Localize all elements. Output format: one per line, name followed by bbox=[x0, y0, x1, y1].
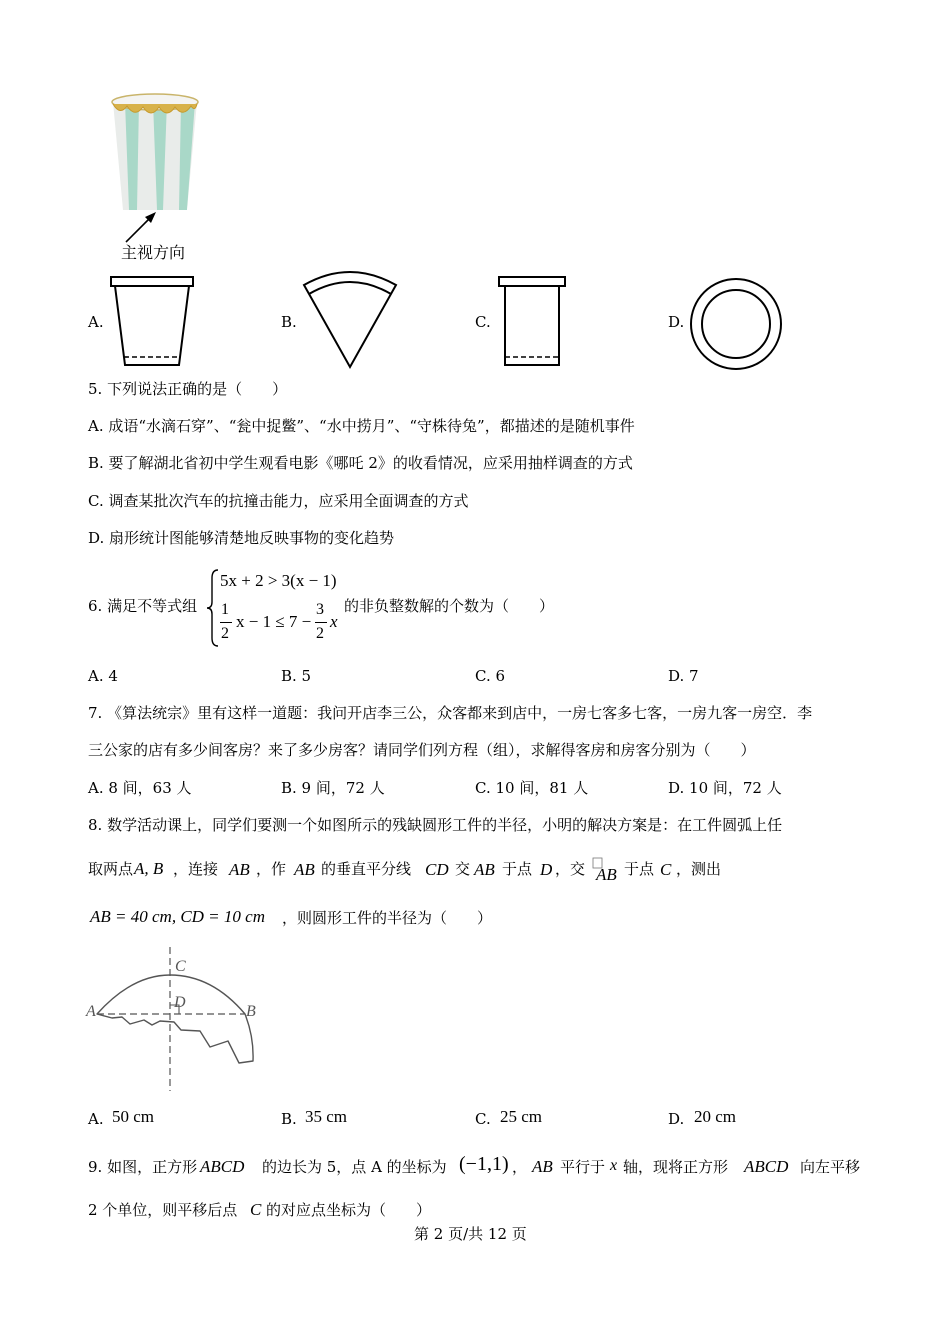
q9-l1-c: ， bbox=[512, 1158, 528, 1176]
q8-l2-c: ，作 bbox=[256, 860, 287, 878]
q4-option-c-label: C. bbox=[475, 313, 491, 331]
q8-broken-circle-figure bbox=[82, 945, 272, 1095]
q6-frac2-num: 3 bbox=[316, 601, 324, 618]
q6-suffix: 的非负整数解的个数为（ ） bbox=[344, 597, 555, 615]
q4-option-b-label: B. bbox=[281, 313, 297, 331]
q4-option-c-figure bbox=[495, 272, 570, 372]
q8-line1: 8. 数学活动课上，同学们要测一个如图所示的残缺圆形工件的半径，小明的解决方案是：在工件圆弧上任 bbox=[88, 816, 783, 834]
q8-l2-g: ，交 bbox=[555, 860, 586, 878]
q6-option-b: B. 5 bbox=[281, 667, 312, 685]
q9-l1-f: 向左平移 bbox=[800, 1158, 861, 1176]
q6-ineq2-end: x bbox=[330, 612, 338, 631]
fig-label-c: C bbox=[175, 958, 186, 975]
q4-option-d-label: D. bbox=[668, 313, 685, 331]
q4-option-d-figure bbox=[688, 276, 784, 372]
q5-option-a: A. 成语“水滴石穿”、“瓮中捉鳖”、“水中捞月”、“守株待兔”，都描述的是随机事件 bbox=[88, 417, 635, 435]
q8-option-a-letter: A. bbox=[88, 1110, 104, 1128]
q7-option-b: B. 9 间，72 人 bbox=[281, 779, 385, 797]
q8-l2-point-c: C bbox=[660, 860, 672, 879]
q5-option-d: D. 扇形统计图能够清楚地反映事物的变化趋势 bbox=[88, 529, 395, 547]
q8-option-b-letter: B. bbox=[281, 1110, 297, 1128]
q8-l2-e: 交 bbox=[455, 860, 471, 878]
q7-line2: 三公家的店有多少间客房？来了多少房客？请同学们列方程（组），求解得客房和房客分别为（ ） bbox=[88, 741, 756, 759]
q8-l2-seg3: AB bbox=[474, 860, 495, 879]
q8-l2-points: A, B bbox=[134, 859, 164, 878]
q6-frac2-den: 2 bbox=[316, 625, 324, 642]
q8-l2-cd: CD bbox=[425, 860, 449, 879]
q7-line1: 7. 《算法统宗》里有这样一道题：我问开店李三公，众客都来到店中，一房七客多七客，一房九客一房空．李 bbox=[88, 704, 813, 722]
q6-prefix: 6. 满足不等式组 bbox=[88, 597, 198, 615]
q9-square-2: ABCD bbox=[744, 1157, 789, 1176]
q7-option-a: A. 8 间，63 人 bbox=[88, 779, 192, 797]
q4-option-b-figure bbox=[300, 265, 400, 375]
q8-option-b-value: 35 cm bbox=[305, 1107, 348, 1126]
q6-ineq1: 5x + 2 > 3(x − 1) bbox=[220, 571, 337, 590]
q8-l2-b: ，连接 bbox=[173, 860, 219, 878]
q6-frac2-bar bbox=[315, 622, 327, 623]
q8-l2-point-d: D bbox=[540, 860, 553, 879]
q5-option-b: B. 要了解湖北省初中学生观看电影《哪吒 2》的收看情况，应采用抽样调查的方式 bbox=[88, 454, 633, 472]
q4-option-a-label: A. bbox=[88, 313, 104, 331]
q8-line3-text: ，则圆形工件的半径为（ ） bbox=[282, 909, 493, 927]
q9-segment-ab: AB bbox=[532, 1157, 553, 1176]
q5-option-c: C. 调查某批次汽车的抗撞击能力，应采用全面调查的方式 bbox=[88, 492, 469, 510]
q9-point-c: C bbox=[250, 1200, 262, 1219]
q6-option-a: A. 4 bbox=[88, 667, 118, 685]
q8-l2-seg2: AB bbox=[294, 860, 315, 879]
q9-coordinate: (−1,1) bbox=[459, 1153, 509, 1175]
q9-l2-b: 的对应点坐标为（ ） bbox=[266, 1201, 432, 1219]
fig-label-d: D bbox=[174, 994, 186, 1011]
q8-option-c-letter: C. bbox=[475, 1110, 491, 1128]
q8-l2-a: 取两点 bbox=[88, 860, 134, 878]
q6-option-c: C. 6 bbox=[475, 667, 506, 685]
q9-l1-d: 平行于 bbox=[560, 1158, 606, 1176]
cup-photo bbox=[105, 92, 205, 217]
q9-l2-a: 2 个单位，则平移后点 bbox=[88, 1201, 238, 1219]
q6-option-d: D. 7 bbox=[668, 667, 699, 685]
q8-l2-h: 于点 bbox=[624, 860, 655, 878]
q9-l1-a: 9. 如图，正方形 bbox=[88, 1158, 198, 1176]
q8-option-c-value: 25 cm bbox=[500, 1107, 543, 1126]
q8-option-d-value: 20 cm bbox=[694, 1107, 737, 1126]
q7-option-c: C. 10 间，81 人 bbox=[475, 779, 589, 797]
q9-square-1: ABCD bbox=[200, 1157, 245, 1176]
q8-option-a-value: 50 cm bbox=[112, 1107, 155, 1126]
fig-label-b: B bbox=[246, 1003, 256, 1020]
fig-label-a: A bbox=[86, 1003, 96, 1020]
view-direction-arrow-icon bbox=[120, 208, 165, 248]
q8-l2-d: 的垂直平分线 bbox=[321, 860, 412, 878]
q5-stem: 5. 下列说法正确的是（ ） bbox=[88, 380, 288, 398]
q8-option-d-letter: D. bbox=[668, 1110, 685, 1128]
q8-l2-f: 于点 bbox=[502, 860, 533, 878]
q9-l1-b: 的边长为 5，点 A 的坐标为 bbox=[262, 1158, 447, 1176]
q6-frac1-num: 1 bbox=[221, 601, 229, 618]
cup-caption: 主视方向 bbox=[121, 243, 186, 262]
q8-l2-arc: AB bbox=[596, 865, 617, 884]
q9-x-axis: x bbox=[610, 1157, 618, 1174]
q6-brace bbox=[206, 568, 220, 648]
q8-given-values: AB = 40 cm, CD = 10 cm bbox=[90, 907, 265, 926]
q6-frac1-bar bbox=[220, 622, 232, 623]
q4-option-a-figure bbox=[105, 272, 200, 372]
q7-option-d: D. 10 间，72 人 bbox=[668, 779, 782, 797]
q8-l2-seg1: AB bbox=[229, 860, 250, 879]
q6-ineq2-mid: x − 1 ≤ 7 − bbox=[236, 612, 312, 631]
q6-frac1-den: 2 bbox=[221, 625, 229, 642]
page-footer: 第 2 页/共 12 页 bbox=[414, 1225, 527, 1243]
q8-l2-i: ，测出 bbox=[676, 860, 722, 878]
q9-l1-e: 轴，现将正方形 bbox=[623, 1158, 729, 1176]
